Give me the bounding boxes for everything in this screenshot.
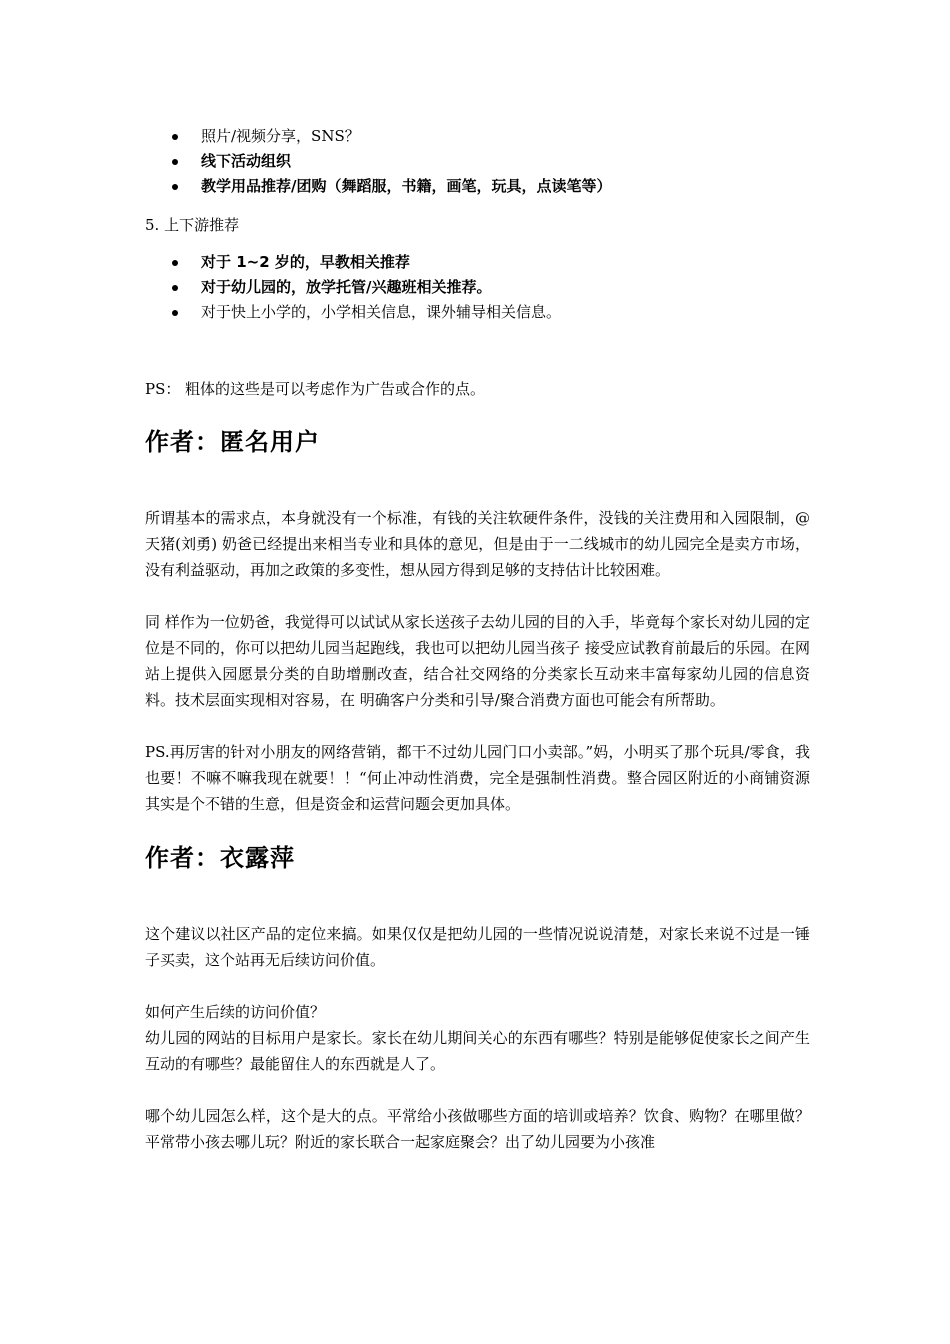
document-content — [145, 124, 810, 1155]
bullet-icon — [172, 285, 178, 291]
paragraph: 幼儿园的网站的目标用户是家长。家长在幼儿期间关心的东西有哪些？特别是能够促使家长之间产生互动的有哪些？最能留住人的东西就是人了。 — [145, 1029, 810, 1073]
paragraph: 同 样作为一位奶爸，我觉得可以试试从家长送孩子去幼儿园的目的入手，毕竟每个家长对幼儿园的定位是不同的，你可以把幼儿园当起跑线，我也可以把幼儿园当孩子 接受应试教育前最后的乐园。在网站上提供入园愿景分类的自助增删改查，结合社交网络的分类家长互动来丰富每家幼儿园的信息资料。技术层面实现相对容易，在 明确客户分类和引导/聚合消费方面也可能会有所帮助。 — [145, 613, 810, 709]
bullet-icon — [172, 310, 178, 316]
list-item — [145, 250, 810, 275]
list-item-text: 对于 1~2 岁的，早教相关推荐 — [201, 253, 410, 271]
section-label: 5. 上下游推荐 — [145, 216, 240, 234]
bullet-icon — [172, 260, 178, 266]
paragraph: 所谓基本的需求点，本身就没有一个标准，有钱的关注软硬件条件，没钱的关注费用和入园限制，@天猪(刘勇) 奶爸已经提出来相当专业和具体的意见，但是由于一二线城市的幼儿园完全是卖方市场，没有利益驱动，再加之政策的多变性，想从园方得到足够的支持估计比较困难。 — [145, 509, 810, 579]
recommend-list — [145, 250, 810, 325]
list-item-text: 对于幼儿园的，放学托管/兴趣班相关推荐。 — [201, 278, 492, 296]
author-heading: 作者：匿名用户 — [145, 428, 320, 456]
list-item-text: 对于快上小学的，小学相关信息，课外辅导相关信息。 — [201, 303, 562, 321]
paragraph: 如何产生后续的访问价值？ — [145, 1003, 326, 1021]
list-item-text: 线下活动组织 — [201, 152, 292, 170]
ps-note — [145, 377, 810, 401]
list-item — [145, 275, 810, 300]
paragraph: 这个建议以社区产品的定位来搞。如果仅仅是把幼儿园的一些情况说说清楚，对家长来说不过是一锤子买卖，这个站再无后续访问价值。 — [145, 925, 810, 969]
bullet-icon — [172, 159, 178, 165]
ps-tag: PS： — [145, 380, 181, 398]
paragraph: PS.再厉害的针对小朋友的网络营销，都干不过幼儿园门口小卖部。”妈，小明买了那个玩具/零食，我也要！不嘛不嘛我现在就要！！“何止冲动性消费，完全是强制性消费。整合园区附近的小商铺资源其实是个不错的生意，但是资金和运营问题会更加具体。 — [145, 743, 810, 813]
bullet-icon — [172, 184, 178, 190]
list-item-text: 照片/视频分享，SNS？ — [201, 127, 360, 145]
list-item — [145, 149, 810, 174]
paragraph: 哪个幼儿园怎么样，这个是大的点。平常给小孩做哪些方面的培训或培养？饮食、购物？在哪里做？平常带小孩去哪儿玩？附近的家长联合一起家庭聚会？出了幼儿园要为小孩准 — [145, 1107, 810, 1151]
ps-text: 粗体的这些是可以考虑作为广告或合作的点。 — [185, 380, 486, 398]
list-item — [145, 174, 810, 199]
list-item — [145, 300, 810, 325]
list-item-text: 教学用品推荐/团购（舞蹈服，书籍，画笔，玩具，点读笔等） — [201, 177, 612, 195]
list-item — [145, 124, 810, 149]
bullet-icon — [172, 134, 178, 140]
feature-list — [145, 124, 810, 199]
author-heading: 作者：衣露萍 — [145, 844, 295, 872]
